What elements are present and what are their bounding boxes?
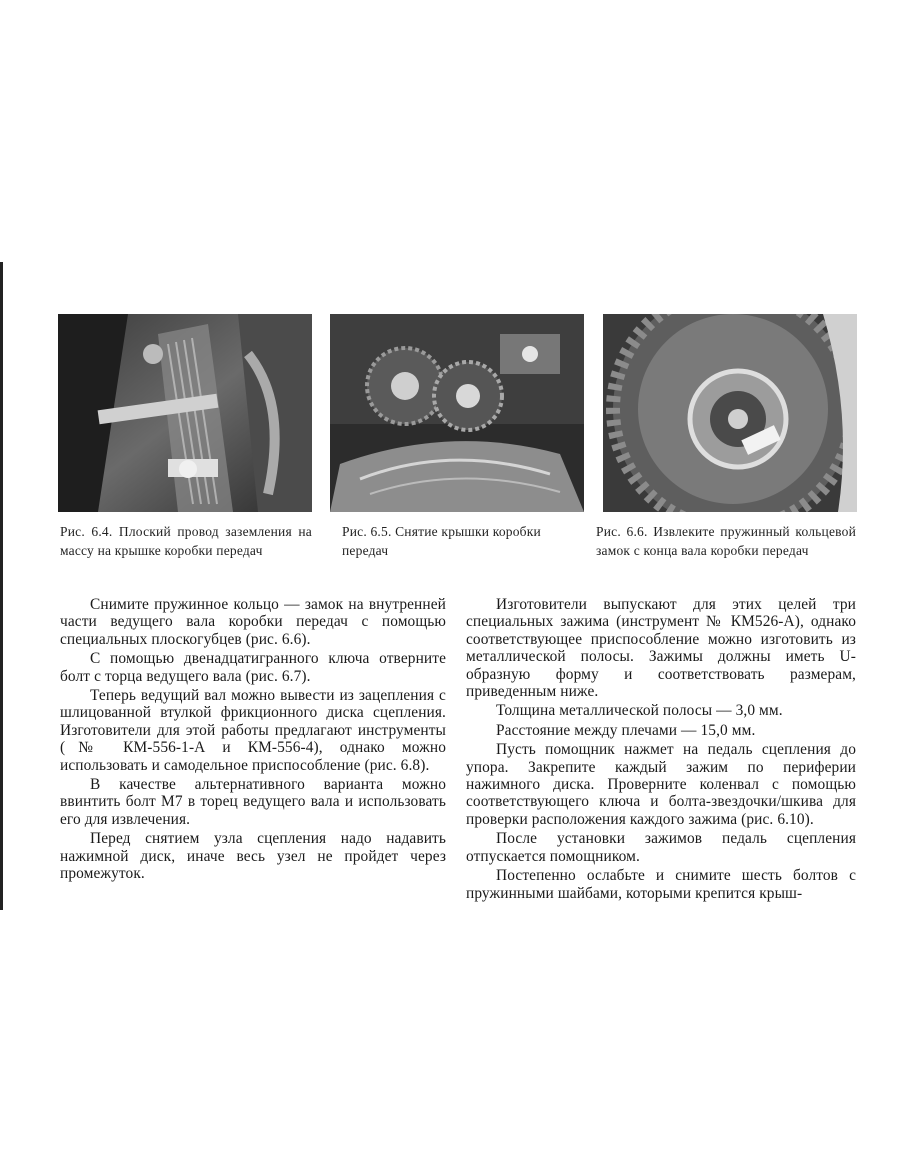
- left-text-column: [60, 596, 446, 885]
- paragraph: В качестве альтернативного варианта можно ввинтить болт М7 в торец ведущего вала и использовать его для извлечения.: [60, 776, 446, 828]
- figure-6-5-caption: Рис. 6.5. Снятие крышки коробки передач: [342, 524, 541, 558]
- figure-6-4-caption: Рис. 6.4. Плоский провод заземления на массу на крышке коробки передач: [60, 524, 312, 558]
- paragraph: Изготовители выпускают для этих целей три специальных зажима (инструмент № КМ526-А), однако соответствующее приспособление можно изготовить из металлической полосы. Зажимы должны иметь U-образную форму и соответствовать размерам, приведенным ниже.: [466, 596, 856, 701]
- paragraph: Снимите пружинное кольцо — замок на внутренней части ведущего вала коробки передач с помощью специальных плоскогубцев (рис. 6.6).: [60, 596, 446, 648]
- figure-6-4-photo: [58, 314, 312, 512]
- paragraph: Толщина металлической полосы — 3,0 мм.: [496, 702, 783, 720]
- figure-6-6-photo: [603, 314, 857, 512]
- right-text-column: [466, 596, 856, 904]
- circlip-removal-photo-icon: [603, 314, 857, 512]
- paragraph: Теперь ведущий вал можно вывести из зацепления с шлицованной втулкой фрикционного диска сцепления. Изготовители для этой работы предлагают инструменты (№ КМ-556-1-А и КМ-556-4), однако можно использовать и самодельное приспособление (рис. 6.8).: [60, 687, 446, 774]
- page-edge-line: [0, 262, 3, 910]
- paragraph: Перед снятием узла сцепления надо надавить нажимной диск, иначе весь узел не пройдет через промежуток.: [60, 830, 446, 883]
- paragraph: Пусть помощник нажмет на педаль сцепления до упора. Закрепите каждый зажим по периферии нажимного диска. Проверните коленвал с помощью соответствующего ключа и болта-звездочки/шкива для проверки расположения каждого зажима (рис. 6.10).: [466, 741, 856, 828]
- paragraph: С помощью двенадцатигранного ключа отверните болт с торца ведущего вала (рис. 6.7).: [60, 650, 446, 685]
- paragraph: Постепенно ослабьте и снимите шесть болтов с пружинными шайбами, которыми крепится крыш-: [466, 867, 856, 902]
- figure-6-5-photo: [330, 314, 584, 512]
- ground-strap-photo-icon: [58, 314, 312, 512]
- gearbox-cover-photo-icon: [330, 314, 584, 512]
- paragraph: После установки зажимов педаль сцепления отпускается помощником.: [466, 830, 856, 865]
- paragraph: Расстояние между плечами — 15,0 мм.: [496, 721, 756, 739]
- figure-6-6-caption: Рис. 6.6. Извлеките пружинный кольцевой замок с конца вала коробки передач: [596, 524, 856, 558]
